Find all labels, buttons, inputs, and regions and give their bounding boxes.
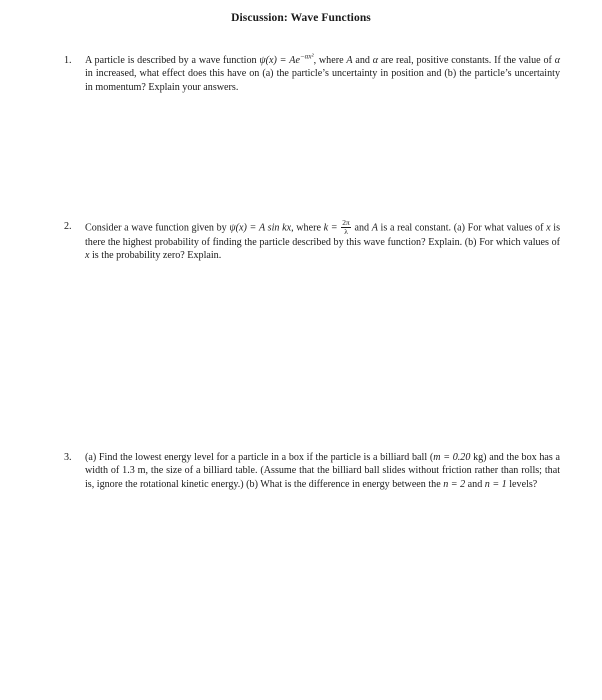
math-var-k: k = <box>323 222 338 234</box>
math-var-x: x <box>85 250 90 262</box>
question-text <box>85 451 560 491</box>
math-wave-function: ψ(x) = Ae <box>259 55 300 66</box>
text-run: and <box>352 55 373 66</box>
question-text <box>85 54 560 94</box>
text-run: kg) and the box has a width of 1.3 m, the size of a billiard table. (Assume that the billiard ball slides without friction rather than rolls; that is, ignore the rotational kinetic energy.) (b) What is the difference in energy between the <box>85 452 561 490</box>
math-var-alpha: α <box>554 55 561 66</box>
text-run: , where <box>291 222 324 234</box>
text-run: are real, positive constants. If the value of <box>378 55 555 66</box>
text-run: is there the highest probability of finding the particle described by this wave function? Explain. (b) For which values of <box>85 222 560 248</box>
question-number: 2. <box>64 221 72 232</box>
text-run: Consider a wave function given by <box>85 222 230 234</box>
question-number: 3. <box>64 452 72 463</box>
question-2 <box>64 220 560 263</box>
math-n2: n = 2 <box>443 478 466 490</box>
text-run: A particle is described by a wave function <box>85 55 260 66</box>
math-var-alpha: α <box>372 55 379 66</box>
math-mass: m = 0.20 <box>433 452 471 463</box>
text-run: in increased, what effect does this have on (a) the particle’s uncertainty in position and (b) the particle’s uncertainty in momentum? Explain your answers. <box>85 68 560 93</box>
question-1 <box>64 54 560 94</box>
text-run: levels? <box>506 478 538 490</box>
text-run: and <box>465 478 485 490</box>
question-text <box>85 220 560 263</box>
question-3 <box>64 451 560 491</box>
text-run: (a) Find the lowest energy level for a particle in a box if the particle is a billiard ball ( <box>85 452 434 463</box>
math-var-a: A <box>371 222 378 234</box>
math-wave-function: ψ(x) = A sin kx <box>229 222 292 234</box>
text-run: is the probability zero? Explain. <box>89 250 222 262</box>
question-number: 1. <box>64 55 72 66</box>
math-fraction <box>341 219 351 235</box>
math-n1: n = 1 <box>484 478 507 490</box>
fraction-denominator: λ <box>344 226 348 236</box>
math-var-a: A <box>346 55 353 66</box>
page-title: Discussion: Wave Functions <box>231 12 371 24</box>
text-run: is a real constant. (a) For what values of <box>377 222 547 234</box>
math-exponent: −αx² <box>299 52 314 61</box>
fraction-numerator: 2π <box>342 218 350 227</box>
math-var-x: x <box>546 222 551 234</box>
text-run: , where <box>313 55 347 66</box>
text-run: and <box>351 222 372 234</box>
